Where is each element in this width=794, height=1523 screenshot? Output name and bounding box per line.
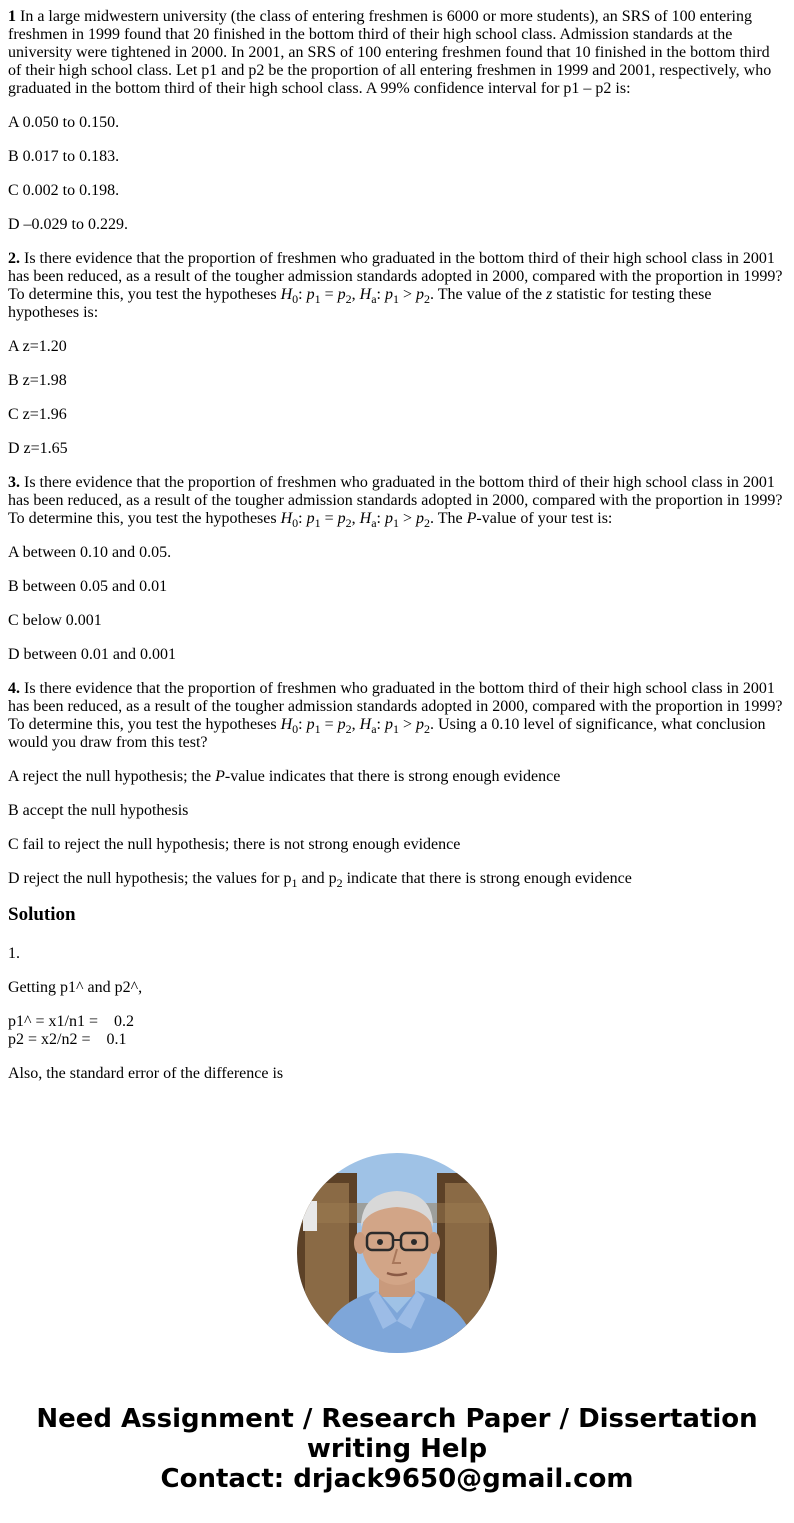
question-text: Is there evidence that the proportion of freshmen who graduated in the bottom third of their high school class in 2001 has been reduced, as a result of the tougher admission standards adopted in 2000, compared with the proportion in 1999? To determine this, you test the hypotheses	[8, 474, 783, 527]
question-text: In a large midwestern university (the class of entering freshmen is 6000 or more students), an SRS of 100 entering freshmen in 1999 found that 20 finished in the bottom third of their high school class. Admission standards at the university were tightened in 2000. In 2001, an SRS of 100 entering freshmen found that 10 finished in the bottom third of their high school class. Let p1 and p2 be the proportion of all entering freshmen in 1999 and 2001, respectively, who graduated in the bottom third of their high school class. A 99% confidence interval for p1 – p2 is:	[8, 8, 772, 97]
question-text: Is there evidence that the proportion of freshmen who graduated in the bottom third of their high school class in 2001 has been reduced, as a result of the tougher admission standards adopted in 2000, compared with the proportion in 1999? To determine this, you test the hypotheses	[8, 680, 783, 733]
solution-line: 1.	[8, 945, 20, 962]
question-text: . Using a 0.10 level of significance, what conclusion would you draw from this test?	[8, 716, 766, 751]
option: A between 0.10 and 0.05.	[8, 544, 172, 561]
option: A 0.050 to 0.150.	[8, 114, 120, 131]
option: A reject the null hypothesis; the P-value indicates that there is strong enough evidence	[8, 768, 561, 785]
question-text: z	[546, 286, 553, 303]
question-number: 1	[8, 8, 16, 25]
option: B 0.017 to 0.183.	[8, 148, 120, 165]
avatar	[297, 1153, 497, 1353]
solution-line: Also, the standard error of the difference is	[8, 1065, 284, 1082]
question-number: 4.	[8, 680, 20, 697]
question-4-stem	[8, 680, 786, 752]
option: B z=1.98	[8, 372, 67, 389]
question-2-stem	[8, 250, 786, 322]
hypotheses: $H_0$: $p_1 = p_2$, $H_a$: $p_1 > p_2$	[280, 716, 431, 737]
question-text: -value of your test is:	[476, 510, 613, 527]
question-3-stem	[8, 474, 786, 531]
question-number: 3.	[8, 474, 20, 491]
option: C z=1.96	[8, 406, 67, 423]
option: C 0.002 to 0.198.	[8, 182, 120, 199]
solution-line: Getting p1^ and p2^,	[8, 979, 143, 996]
question-text: . The	[430, 510, 467, 527]
question-text: statistic for testing these hypotheses is:	[8, 286, 712, 321]
solution-heading: Solution	[8, 904, 76, 925]
option: A z=1.20	[8, 338, 67, 355]
option: C below 0.001	[8, 612, 102, 629]
solution-formula	[8, 1013, 786, 1049]
option: D reject the null hypothesis; the values for $p_1$ and $p_2$ indicate that there is strong enough evidence	[8, 870, 632, 891]
contact-banner	[0, 1404, 794, 1494]
banner-line: Need Assignment / Research Paper / Dissertation	[36, 1404, 758, 1434]
contact-email-link[interactable]: Contact: drjack9650@gmail.com	[160, 1464, 634, 1494]
solution-line: p2 = x2/n2 = 0.1	[8, 1031, 127, 1048]
question-text: . The value of the	[430, 286, 547, 303]
option: D between 0.01 and 0.001	[8, 646, 176, 663]
question-text: P	[466, 510, 477, 527]
option: D –0.029 to 0.229.	[8, 216, 128, 233]
option: B accept the null hypothesis	[8, 802, 189, 819]
hypotheses: $H_0$: $p_1 = p_2$, $H_a$: $p_1 > p_2$	[280, 510, 431, 531]
hypotheses: $H_0$: $p_1 = p_2$, $H_a$: $p_1 > p_2$	[280, 286, 431, 307]
question-text: Is there evidence that the proportion of freshmen who graduated in the bottom third of their high school class in 2001 has been reduced, as a result of the tougher admission standards adopted in 2000, compared with the proportion in 1999? To determine this, you test the hypotheses	[8, 250, 783, 303]
option: D z=1.65	[8, 440, 68, 457]
question-number: 2.	[8, 250, 20, 267]
banner-line: writing Help	[306, 1434, 488, 1464]
solution-line: p1^ = x1/n1 = 0.2	[8, 1013, 134, 1030]
avatar-portrait-image	[297, 1153, 497, 1353]
option: C fail to reject the null hypothesis; there is not strong enough evidence	[8, 836, 461, 853]
question-1-stem	[8, 8, 786, 98]
option: B between 0.05 and 0.01	[8, 578, 168, 595]
